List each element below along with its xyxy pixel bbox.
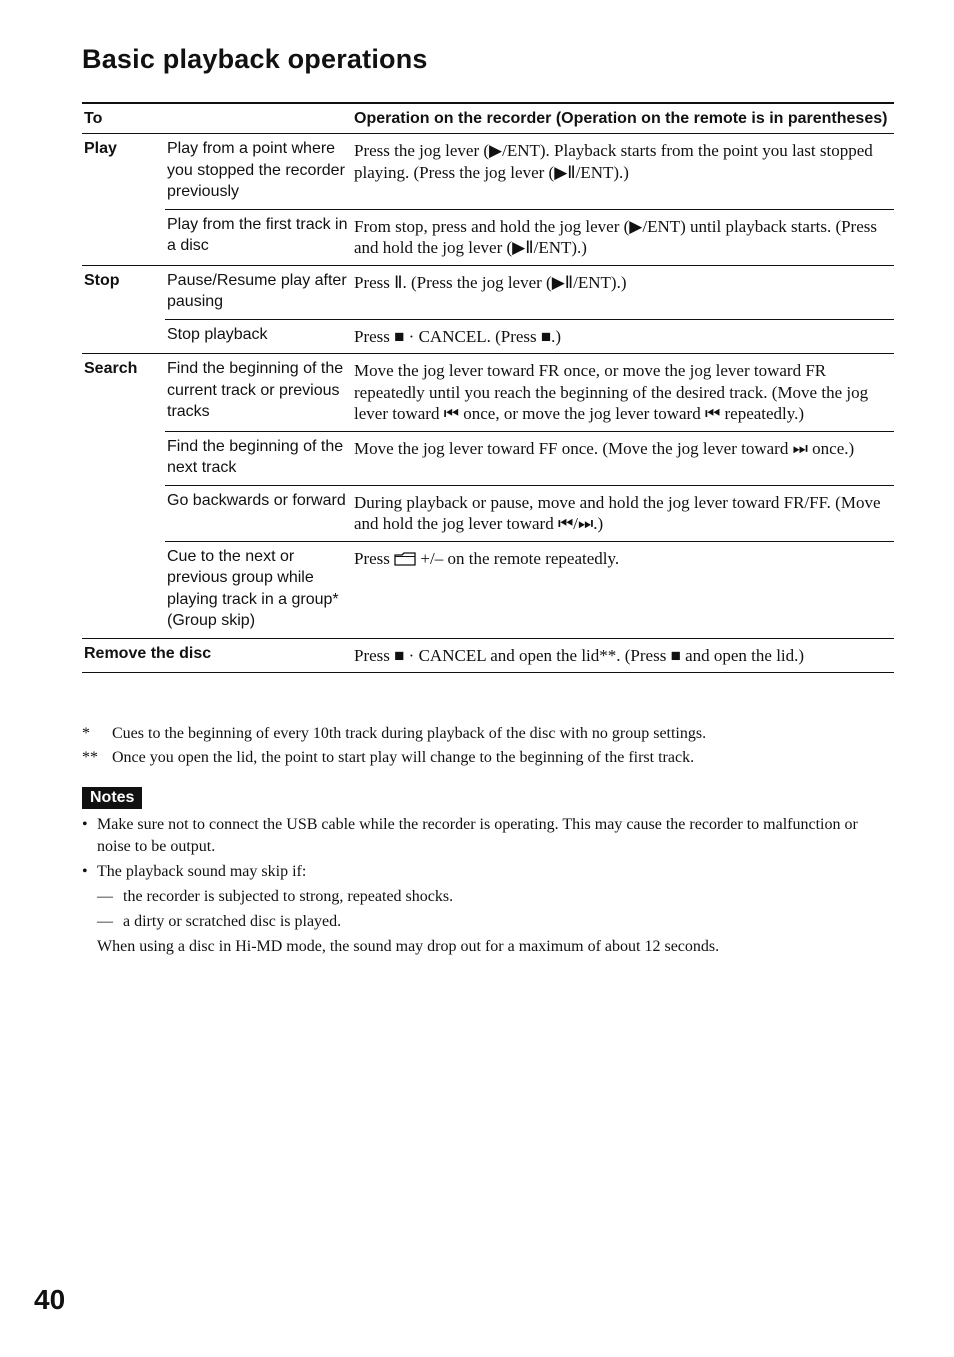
- condition-cell: Play from the first track in a disc: [165, 209, 352, 265]
- page-title: Basic playback operations: [82, 44, 428, 74]
- operation-cell: Press ■ · CANCEL and open the lid**. (Press ■ and open the lid.): [352, 638, 894, 673]
- note-closing-text: When using a disc in Hi-MD mode, the sound may drop out for a maximum of about 12 seconds.: [97, 938, 720, 955]
- category-play: Play: [84, 140, 117, 157]
- table-row: [82, 638, 894, 673]
- sub-note-text: a dirty or scratched disc is played.: [123, 913, 342, 930]
- operation-cell: Move the jog lever toward FF once. (Move the jog lever toward ⏭ once.): [352, 431, 894, 485]
- table-row: [82, 265, 894, 319]
- footnote: [82, 746, 894, 770]
- table-row: [82, 485, 894, 541]
- notes-label: Notes: [82, 787, 142, 809]
- footnote-mark: *: [82, 725, 90, 742]
- operations-table: [82, 102, 894, 673]
- list-item: [82, 861, 894, 883]
- group-folder-icon: [394, 552, 416, 566]
- table-row: [82, 319, 894, 354]
- operation-cell: Press the jog lever (▶/ENT). Playback starts from the point you last stopped playing. (Press the jog lever (▶Ⅱ/ENT).): [352, 134, 894, 210]
- notes-list: [82, 814, 894, 958]
- header-operation: Operation on the recorder (Operation on the remote is in parentheses): [352, 103, 894, 134]
- condition-cell: Go backwards or forward: [165, 485, 352, 541]
- sub-note-text: the recorder is subjected to strong, repeated shocks.: [123, 888, 454, 905]
- operation-cell: Press ■ · CANCEL. (Press ■.): [352, 319, 894, 354]
- operation-cell: Press Ⅱ. (Press the jog lever (▶Ⅱ/ENT).): [352, 265, 894, 319]
- table-row: [82, 354, 894, 432]
- page-number: 40: [34, 1284, 66, 1315]
- header-to: To: [82, 103, 352, 134]
- condition-cell: Cue to the next or previous group while playing track in a group* (Group skip): [165, 541, 352, 638]
- footnote-text: Once you open the lid, the point to start play will change to the beginning of the first track.: [112, 749, 695, 766]
- table-row: [82, 541, 894, 638]
- footnote-mark: **: [82, 749, 98, 766]
- footnote: [82, 722, 894, 746]
- list-item: [82, 814, 894, 858]
- sub-list-item: [82, 886, 894, 908]
- category-search: Search: [82, 354, 165, 639]
- condition-cell: Find the beginning of the current track or previous tracks: [165, 354, 352, 432]
- table-row: [82, 134, 894, 210]
- sub-list-item: [82, 911, 894, 933]
- condition-cell: Stop playback: [165, 319, 352, 354]
- operation-cell: Move the jog lever toward FR once, or move the jog lever toward FR repeatedly until you reach the beginning of the desired track. (Move the jog lever toward ⏮ once, or move the jog lever toward ⏮ repeatedly.): [352, 354, 894, 432]
- bullet-icon: •: [82, 863, 88, 880]
- operation-cell: During playback or pause, move and hold the jog lever toward FR/FF. (Move and hold the jog lever toward ⏮/⏭.): [352, 485, 894, 541]
- note-text: Make sure not to connect the USB cable while the recorder is operating. This may cause the recorder to malfunction or noise to be output.: [97, 816, 858, 855]
- condition-cell: Find the beginning of the next track: [165, 431, 352, 485]
- category-remove-disc: Remove the disc: [82, 638, 352, 673]
- condition-cell: Play from a point where you stopped the recorder previously: [165, 134, 352, 210]
- table-row: [82, 209, 894, 265]
- category-stop: Stop: [82, 265, 165, 354]
- bullet-icon: •: [82, 816, 88, 833]
- table-row: [82, 431, 894, 485]
- footnote-text: Cues to the beginning of every 10th track during playback of the disc with no group settings.: [112, 725, 707, 742]
- table-header-row: [82, 103, 894, 134]
- operation-text-after: +/– on the remote repeatedly.: [420, 548, 620, 568]
- dash-icon: —: [97, 913, 113, 930]
- operation-text-before: Press: [354, 548, 390, 568]
- operation-cell: From stop, press and hold the jog lever (▶/ENT) until playback starts. (Press and hold the jog lever (▶Ⅱ/ENT).): [352, 209, 894, 265]
- note-text: The playback sound may skip if:: [97, 863, 307, 880]
- dash-icon: —: [97, 888, 113, 905]
- condition-cell: Pause/Resume play after pausing: [165, 265, 352, 319]
- operation-cell: [352, 541, 894, 638]
- footnotes: [82, 722, 894, 770]
